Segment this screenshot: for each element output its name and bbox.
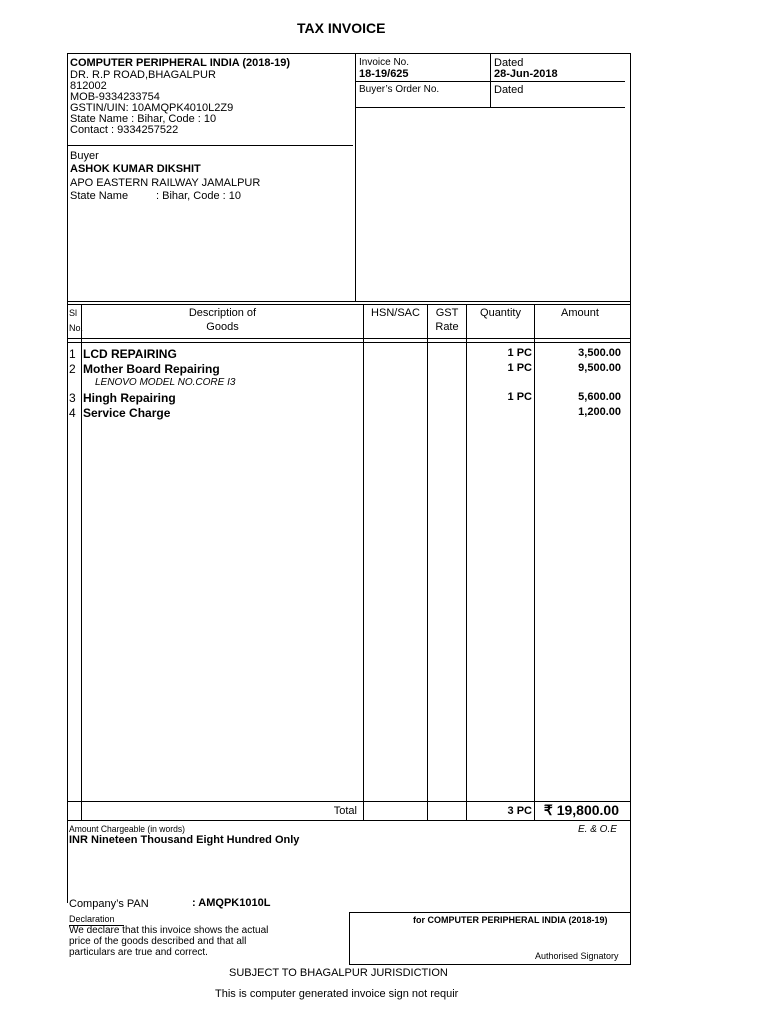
row3-qty: 1 PC xyxy=(507,391,532,403)
row2-amount: 9,500.00 xyxy=(578,362,621,374)
col-line-gst xyxy=(466,304,467,821)
authorised-signatory: Authorised Signatory xyxy=(535,951,619,961)
seller-mobile: MOB-9334233754 xyxy=(70,91,160,103)
document-title: TAX INVOICE xyxy=(297,20,386,36)
seller-state: State Name : Bihar, Code : 10 xyxy=(70,113,217,125)
col-line-qty xyxy=(534,304,535,821)
frame-left xyxy=(67,53,68,903)
signatory-box-left xyxy=(349,912,350,965)
declaration-line2: price of the goods described and that all xyxy=(69,936,247,947)
seller-buyer-line xyxy=(67,145,353,146)
row3-sl: 3 xyxy=(69,391,76,405)
declaration-line3: particulars are true and correct. xyxy=(69,947,208,958)
invoice-no-value: 18-19/625 xyxy=(359,68,409,80)
total-amount: ₹ 19,800.00 xyxy=(543,802,619,818)
buyer-state-label: State Name xyxy=(70,190,129,202)
frame-top xyxy=(67,53,630,54)
header-amount: Amount xyxy=(561,307,599,319)
table-top-line xyxy=(67,301,630,302)
order-row-line xyxy=(355,107,625,108)
row2-desc: Mother Board Repairing xyxy=(83,362,220,376)
seller-pin: 812002 xyxy=(70,80,107,92)
row1-amount: 3,500.00 xyxy=(578,347,621,359)
seller-name: COMPUTER PERIPHERAL INDIA (2018-19) xyxy=(70,57,291,69)
amount-words-label: Amount Chargeable (in words) xyxy=(69,824,185,834)
pan-label: Company’s PAN xyxy=(69,898,149,910)
header-gst: GST xyxy=(435,307,459,319)
buyer-address: APO EASTERN RAILWAY JAMALPUR xyxy=(70,177,261,189)
row2-qty: 1 PC xyxy=(507,362,532,374)
for-company: for COMPUTER PERIPHERAL INDIA (2018-19) xyxy=(413,915,608,925)
header-hsn: HSN/SAC xyxy=(371,307,420,319)
signatory-box-bottom xyxy=(349,964,631,965)
seller-contact: Contact : 9334257522 xyxy=(70,124,179,136)
signatory-box-top xyxy=(349,912,630,913)
row4-sl: 4 xyxy=(69,406,76,420)
table-top-line-2 xyxy=(67,304,630,305)
seller-gstin: GSTIN/UIN: 10AMQPK4010L2Z9 xyxy=(70,102,234,114)
row4-desc: Service Charge xyxy=(83,406,171,420)
declaration-line1: We declare that this invoice shows the actual xyxy=(69,925,269,936)
buyer-label: Buyer xyxy=(70,150,99,162)
row1-sl: 1 xyxy=(69,347,76,361)
frame-right xyxy=(630,53,631,965)
seller-address: DR. R.P ROAD,BHAGALPUR xyxy=(70,69,216,81)
invoice-row-line xyxy=(355,81,625,82)
jurisdiction-note: SUBJECT TO BHAGALPUR JURISDICTION xyxy=(229,967,448,979)
row1-desc: LCD REPAIRING xyxy=(83,347,177,361)
pan-value: : AMQPK1010L xyxy=(192,897,271,909)
dated-value: 28-Jun-2018 xyxy=(494,68,558,80)
col-line-hsn xyxy=(427,304,428,821)
eoe-label: E. & O.E xyxy=(578,824,617,835)
row3-amount: 5,600.00 xyxy=(578,391,621,403)
header-divider xyxy=(355,53,356,301)
buyers-order-label: Buyer’s Order No. xyxy=(359,84,440,95)
row2-sl: 2 xyxy=(69,362,76,376)
table-header-bottom-line xyxy=(67,338,630,339)
col-line-desc xyxy=(363,304,364,821)
header-rate: Rate xyxy=(435,321,459,333)
buyer-state-value: : Bihar, Code : 10 xyxy=(156,190,241,202)
header-sl: Sl xyxy=(69,308,78,318)
invoice-no-label: Invoice No. xyxy=(359,57,410,68)
left-frame-end xyxy=(67,902,68,903)
col-line-sl xyxy=(81,304,82,821)
dated2-label: Dated xyxy=(494,84,524,96)
row4-amount: 1,200.00 xyxy=(578,406,621,418)
computer-generated-note: This is computer generated invoice sign not requir xyxy=(215,988,459,1000)
header-goods: Goods xyxy=(206,321,239,333)
buyer-name: ASHOK KUMAR DIKSHIT xyxy=(70,163,201,175)
amount-words: INR Nineteen Thousand Eight Hundred Only xyxy=(69,834,300,846)
row1-qty: 1 PC xyxy=(507,347,532,359)
header-quantity: Quantity xyxy=(480,307,521,319)
declaration-label: Declaration xyxy=(69,914,115,924)
total-bottom-line xyxy=(67,820,630,821)
header-no: No. xyxy=(69,323,84,333)
total-label: Total xyxy=(333,805,357,817)
row2-subdesc: LENOVO MODEL NO.CORE I3 xyxy=(95,377,236,388)
row3-desc: Hingh Repairing xyxy=(83,391,176,405)
header-description: Description of xyxy=(188,307,257,319)
table-header-bottom-line-2 xyxy=(67,342,630,343)
total-qty: 3 PC xyxy=(507,805,532,817)
dated-label: Dated xyxy=(494,57,524,69)
